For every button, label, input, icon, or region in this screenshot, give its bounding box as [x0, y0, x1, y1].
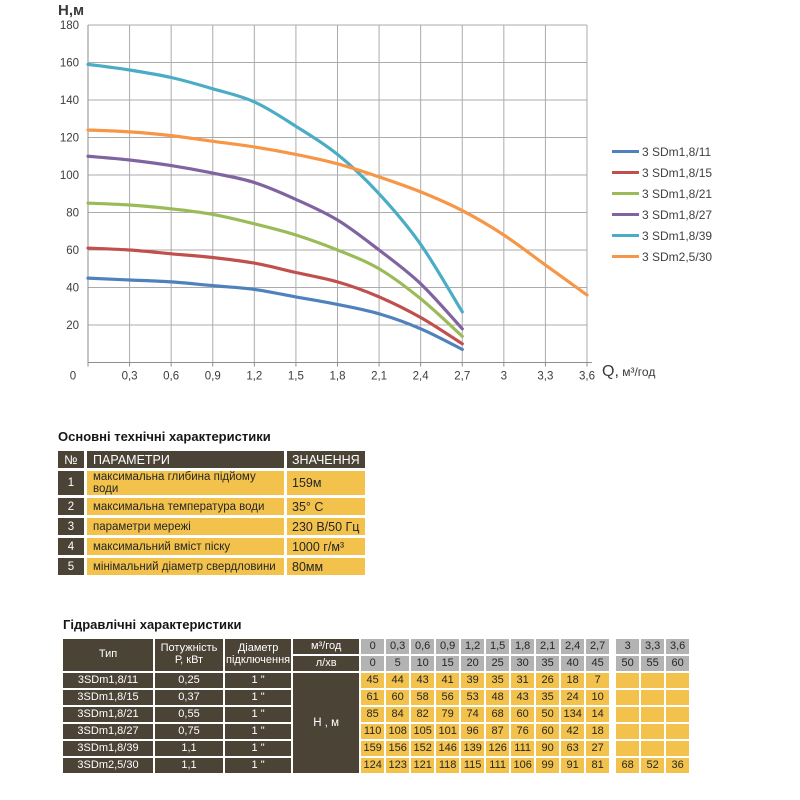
hyd-head-value-cell: 146	[436, 741, 459, 756]
y-tick-label: 160	[59, 57, 79, 70]
hyd-head-value-cell: 44	[386, 673, 409, 688]
hyd-head-value-cell: 60	[386, 690, 409, 705]
hyd-lpm-value-header: 10	[411, 656, 434, 671]
hyd-head-value-cell: 36	[666, 758, 689, 773]
column-gap-spacer	[611, 673, 614, 688]
hyd-diameter-cell: 1 "	[225, 724, 291, 739]
hyd-head-value-cell: 43	[411, 673, 434, 688]
hyd-lpm-value-header: 50	[616, 656, 639, 671]
hyd-flow-value-header: 0	[361, 639, 384, 654]
hyd-table-row	[63, 724, 689, 739]
hyd-power-cell: 1,1	[155, 741, 223, 756]
hyd-head-value-cell: 39	[461, 673, 484, 688]
tech-parameter-cell: максимальна температура води	[87, 498, 284, 515]
hyd-head-value-cell: 24	[561, 690, 584, 705]
tech-parameter-cell: параметри мережі	[87, 518, 284, 535]
hyd-head-value-cell: 43	[511, 690, 534, 705]
legend-item	[612, 162, 712, 183]
x-tick-label: 3	[500, 370, 508, 383]
hyd-head-value-cell: 53	[461, 690, 484, 705]
hyd-flow-units-label: м³/год	[293, 639, 359, 654]
chart-x-axis-title: Q, м³/год	[602, 363, 656, 380]
hyd-head-value-cell: 152	[411, 741, 434, 756]
hyd-head-value-cell: 52	[641, 758, 664, 773]
hyd-head-value-cell	[616, 673, 639, 688]
hyd-table-row	[63, 758, 689, 773]
hyd-lpm-value-header: 30	[511, 656, 534, 671]
legend-swatch-line	[612, 255, 639, 258]
hyd-head-value-cell	[666, 724, 689, 739]
hyd-lpm-value-header: 60	[666, 656, 689, 671]
tech-characteristics-section	[58, 429, 368, 578]
hyd-flow-value-header: 3	[616, 639, 639, 654]
hydraulic-table-title: Гідравлічні характеристики	[63, 617, 242, 632]
tech-row-number: 2	[58, 498, 84, 515]
y-tick-label: 100	[59, 170, 79, 182]
tech-row-number: 4	[58, 538, 84, 555]
hyd-head-value-cell: 42	[561, 724, 584, 739]
tech-parameter-cell: максимальна глибина підйому води	[87, 471, 284, 495]
chart-y-axis-title: Н,м	[58, 2, 85, 19]
x-tick-label: 2,4	[412, 370, 429, 383]
hyd-head-value-cell	[666, 707, 689, 722]
hyd-lpm-value-header: 55	[641, 656, 664, 671]
hyd-head-value-cell	[641, 724, 664, 739]
legend-label: 3 SDm1,8/15	[642, 165, 713, 180]
hyd-head-value-cell: 115	[461, 758, 484, 773]
hyd-flow-value-header: 0,6	[411, 639, 434, 654]
hyd-flow-value-header: 2,4	[561, 639, 584, 654]
hyd-head-value-cell: 111	[486, 758, 509, 773]
hyd-head-value-cell: 99	[536, 758, 559, 773]
hyd-head-value-cell	[616, 707, 639, 722]
hyd-type-cell: 3SDm1,8/39	[63, 741, 153, 756]
tech-table-row	[58, 471, 365, 495]
chart-plot	[0, 0, 610, 400]
hyd-diameter-cell: 1 "	[225, 741, 291, 756]
legend-swatch-line	[612, 234, 639, 237]
hydraulic-table	[61, 637, 691, 775]
hyd-head-value-cell	[666, 741, 689, 756]
hyd-power-cell: 0,75	[155, 724, 223, 739]
x-tick-label: 0,6	[163, 370, 180, 383]
hyd-head-value-cell: 134	[561, 707, 584, 722]
tech-row-number: 5	[58, 558, 84, 575]
hyd-head-value-cell: 139	[461, 741, 484, 756]
hyd-head-value-cell: 110	[361, 724, 384, 739]
hyd-flow-value-header: 3,6	[666, 639, 689, 654]
hyd-head-value-cell: 68	[486, 707, 509, 722]
hydraulic-characteristics-section	[63, 617, 691, 775]
x-tick-label: 1,8	[329, 370, 346, 383]
tech-row-number: 3	[58, 518, 84, 535]
hyd-power-cell: 0,25	[155, 673, 223, 688]
hyd-head-value-cell: 159	[361, 741, 384, 756]
hyd-head-value-cell: 7	[586, 673, 609, 688]
hyd-head-value-cell: 45	[361, 673, 384, 688]
tech-table-row	[58, 558, 365, 575]
hyd-head-value-cell: 74	[461, 707, 484, 722]
hyd-col-header-diameter: Діаметр підключення	[225, 639, 291, 671]
hyd-head-value-cell: 87	[486, 724, 509, 739]
tech-header-row	[58, 451, 365, 468]
tech-table-row	[58, 518, 365, 535]
hyd-type-cell: 3SDm1,8/27	[63, 724, 153, 739]
hyd-flow-value-header: 1,2	[461, 639, 484, 654]
hyd-head-value-cell: 108	[386, 724, 409, 739]
tech-table-title: Основні технічні характеристики	[58, 429, 271, 444]
hyd-head-value-cell: 84	[386, 707, 409, 722]
hyd-flow-value-header: 1,5	[486, 639, 509, 654]
column-gap-spacer	[611, 656, 614, 671]
hyd-head-value-cell	[641, 673, 664, 688]
legend-label: 3 SDm1,8/21	[642, 186, 713, 201]
hyd-head-value-cell: 26	[536, 673, 559, 688]
hyd-type-cell: 3SDm1,8/15	[63, 690, 153, 705]
tech-value-cell: 159м	[287, 471, 365, 495]
hyd-head-value-cell: 76	[511, 724, 534, 739]
hyd-head-value-cell: 27	[586, 741, 609, 756]
hyd-lpm-value-header: 25	[486, 656, 509, 671]
hyd-head-value-cell	[641, 741, 664, 756]
hyd-lpm-value-header: 0	[361, 656, 384, 671]
tech-parameter-cell: мінімальний діаметр свердловини	[87, 558, 284, 575]
hyd-head-value-cell: 60	[511, 707, 534, 722]
hyd-type-cell: 3SDm2,5/30	[63, 758, 153, 773]
legend-swatch-line	[612, 213, 639, 216]
x-tick-label: 2,7	[454, 370, 471, 383]
hyd-head-value-cell: 126	[486, 741, 509, 756]
x-tick-label: 0	[69, 370, 77, 383]
y-tick-label: 140	[59, 95, 79, 107]
hyd-head-value-cell: 50	[536, 707, 559, 722]
hyd-table-row	[63, 741, 689, 756]
y-tick-label: 120	[59, 132, 79, 145]
tech-value-cell: 35° С	[287, 498, 365, 515]
hyd-head-value-cell: 96	[461, 724, 484, 739]
hyd-lpm-value-header: 40	[561, 656, 584, 671]
hyd-head-value-cell: 48	[486, 690, 509, 705]
hyd-table-row	[63, 673, 689, 688]
tech-table-row	[58, 498, 365, 515]
hyd-head-value-cell: 63	[561, 741, 584, 756]
hyd-head-value-cell: 90	[536, 741, 559, 756]
column-gap-spacer	[611, 724, 614, 739]
pump-curve	[88, 64, 462, 312]
hyd-flow-value-header: 1,8	[511, 639, 534, 654]
hyd-head-value-cell	[666, 690, 689, 705]
legend-label: 3 SDm1,8/11	[642, 144, 712, 159]
hyd-flow-value-header: 2,7	[586, 639, 609, 654]
x-tick-label: 3,3	[537, 370, 554, 383]
hyd-head-value-cell: 41	[436, 673, 459, 688]
column-gap-spacer	[611, 639, 614, 654]
hyd-lpm-value-header: 35	[536, 656, 559, 671]
hyd-head-value-cell: 10	[586, 690, 609, 705]
hyd-col-header-type: Тип	[63, 639, 153, 671]
legend-item	[612, 204, 712, 225]
hyd-head-value-cell: 118	[436, 758, 459, 773]
hyd-head-value-cell: 31	[511, 673, 534, 688]
hyd-head-value-cell: 156	[386, 741, 409, 756]
hyd-lpm-value-header: 45	[586, 656, 609, 671]
y-tick-label: 180	[59, 20, 79, 32]
hyd-head-value-cell: 81	[586, 758, 609, 773]
x-tick-label: 2,1	[371, 370, 388, 383]
hyd-diameter-cell: 1 "	[225, 690, 291, 705]
hyd-head-value-cell: 91	[561, 758, 584, 773]
column-gap-spacer	[611, 741, 614, 756]
x-tick-label: 1,2	[246, 370, 263, 383]
tech-col-header-num: №	[58, 451, 84, 468]
chart-legend	[612, 141, 712, 267]
legend-swatch-line	[612, 150, 639, 153]
hyd-head-value-cell	[616, 741, 639, 756]
y-tick-label: 20	[66, 320, 79, 332]
hyd-head-value-cell: 124	[361, 758, 384, 773]
hyd-diameter-cell: 1 "	[225, 673, 291, 688]
tech-value-cell: 80мм	[287, 558, 365, 575]
hyd-head-value-cell	[666, 673, 689, 688]
tech-row-number: 1	[58, 471, 84, 495]
hyd-diameter-cell: 1 "	[225, 758, 291, 773]
hyd-lpm-label: л/хв	[293, 656, 359, 671]
hyd-head-value-cell	[641, 707, 664, 722]
hyd-head-value-cell: 14	[586, 707, 609, 722]
hyd-col-header-power: Потужність Р, кВт	[155, 639, 223, 671]
hyd-type-cell: 3SDm1,8/21	[63, 707, 153, 722]
hyd-flow-value-header: 3,3	[641, 639, 664, 654]
hyd-power-cell: 0,55	[155, 707, 223, 722]
hyd-lpm-value-header: 20	[461, 656, 484, 671]
hyd-head-value-cell: 106	[511, 758, 534, 773]
hyd-head-value-cell: 82	[411, 707, 434, 722]
x-tick-label: 0,9	[204, 370, 221, 383]
pump-curve	[88, 248, 462, 344]
hyd-head-value-cell	[641, 690, 664, 705]
hyd-flow-value-header: 2,1	[536, 639, 559, 654]
legend-swatch-line	[612, 171, 639, 174]
hyd-lpm-value-header: 5	[386, 656, 409, 671]
hyd-head-value-cell: 58	[411, 690, 434, 705]
legend-swatch-line	[612, 192, 639, 195]
hyd-head-value-cell: 56	[436, 690, 459, 705]
hyd-power-cell: 0,37	[155, 690, 223, 705]
hyd-head-value-cell: 111	[511, 741, 534, 756]
hyd-head-value-cell: 105	[411, 724, 434, 739]
hyd-table-row	[63, 690, 689, 705]
hyd-flow-value-header: 0,3	[386, 639, 409, 654]
tech-parameter-cell: максимальний вміст піску	[87, 538, 284, 555]
tech-table	[55, 448, 368, 578]
hyd-head-value-cell: 35	[486, 673, 509, 688]
tech-col-header-params: ПАРАМЕТРИ	[87, 451, 284, 468]
tech-value-cell: 230 В/50 Гц	[287, 518, 365, 535]
y-tick-label: 60	[66, 245, 79, 257]
legend-item	[612, 246, 712, 267]
hyd-diameter-cell: 1 "	[225, 707, 291, 722]
legend-item	[612, 183, 712, 204]
hyd-head-value-cell: 68	[616, 758, 639, 773]
tech-value-cell: 1000 г/м³	[287, 538, 365, 555]
tech-table-row	[58, 538, 365, 555]
hyd-head-value-cell: 18	[586, 724, 609, 739]
column-gap-spacer	[611, 758, 614, 773]
hyd-head-value-cell: 123	[386, 758, 409, 773]
x-tick-label: 3,6	[579, 370, 595, 383]
hyd-head-value-cell: 35	[536, 690, 559, 705]
hyd-power-cell: 1,1	[155, 758, 223, 773]
hyd-head-value-cell: 61	[361, 690, 384, 705]
legend-label: 3 SDm1,8/39	[642, 228, 713, 243]
pump-curve	[88, 156, 462, 329]
x-tick-label: 1,5	[287, 370, 304, 383]
hyd-head-value-cell	[616, 690, 639, 705]
legend-label: 3 SDm1,8/27	[642, 207, 713, 222]
column-gap-spacer	[611, 707, 614, 722]
tech-col-header-value: ЗНАЧЕННЯ	[287, 451, 365, 468]
hyd-lpm-value-header: 15	[436, 656, 459, 671]
y-tick-label: 80	[66, 207, 79, 220]
hyd-head-value-cell: 101	[436, 724, 459, 739]
legend-item	[612, 225, 712, 246]
hyd-head-units-label: Н , м	[293, 673, 359, 773]
hyd-header-row-flow	[63, 639, 689, 654]
hyd-flow-value-header: 0,9	[436, 639, 459, 654]
legend-item	[612, 141, 712, 162]
column-gap-spacer	[611, 690, 614, 705]
x-tick-label: 0,3	[121, 370, 138, 383]
hyd-table-row	[63, 707, 689, 722]
y-tick-label: 40	[66, 282, 79, 295]
hyd-head-value-cell: 85	[361, 707, 384, 722]
hyd-type-cell: 3SDm1,8/11	[63, 673, 153, 688]
hyd-head-value-cell: 18	[561, 673, 584, 688]
legend-label: 3 SDm2,5/30	[642, 249, 713, 264]
hyd-head-value-cell: 60	[536, 724, 559, 739]
hyd-head-value-cell: 121	[411, 758, 434, 773]
hyd-head-value-cell	[616, 724, 639, 739]
hyd-head-value-cell: 79	[436, 707, 459, 722]
